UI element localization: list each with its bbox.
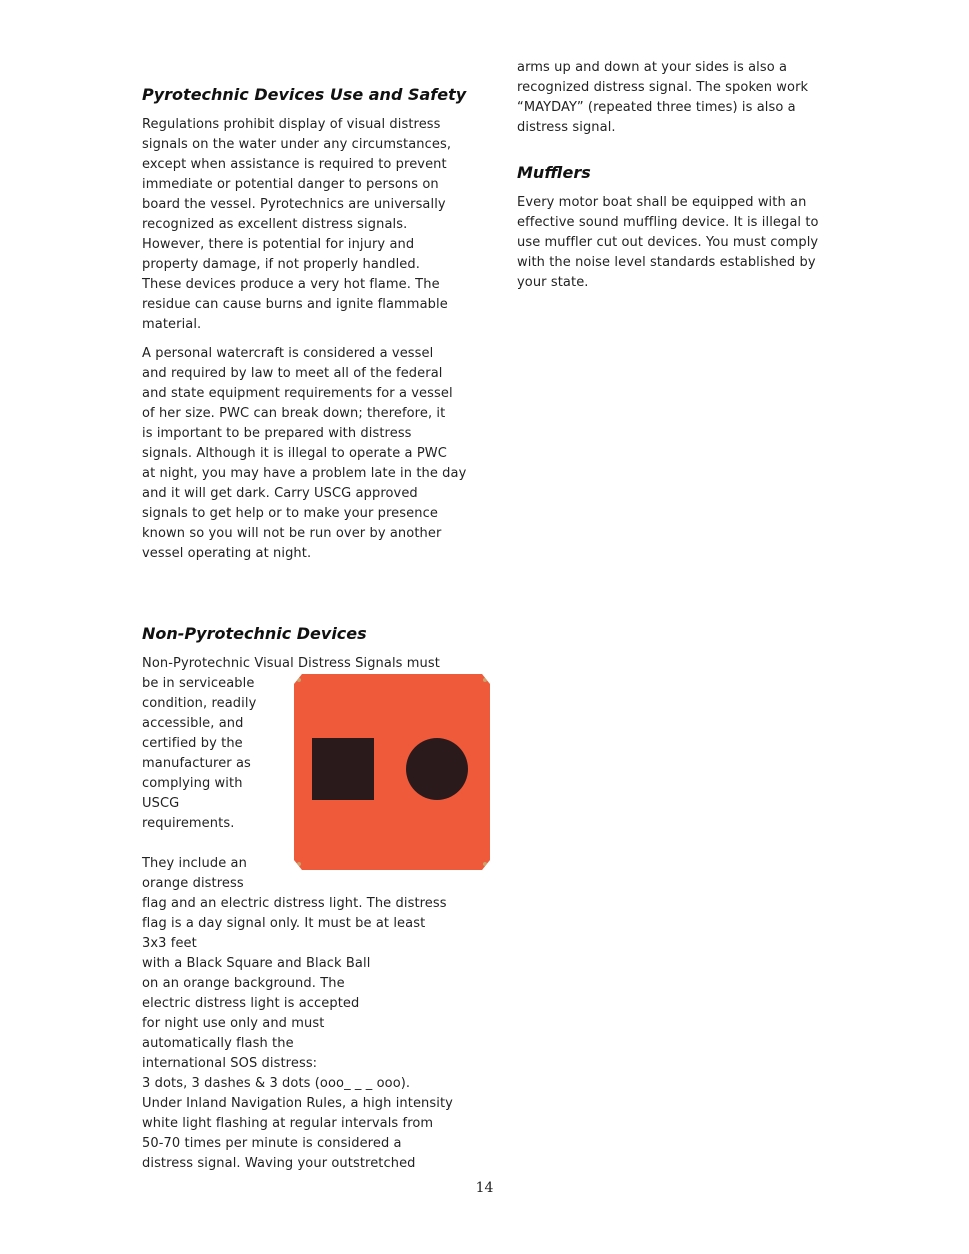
text-line: on an orange background. The — [142, 976, 345, 991]
text-line: vessel operating at night. — [142, 546, 312, 561]
text-line: flag is a day signal only. It must be at least — [142, 916, 426, 931]
text-line: signals on the water under any circumstances, — [142, 137, 452, 152]
text-line: residue can cause burns and ignite flammable — [142, 297, 448, 312]
text-line: recognized as excellent distress signals. — [142, 217, 408, 232]
text-line: Non-Pyrotechnic Visual Distress Signals must — [142, 656, 440, 671]
pyro-paragraph-2 — [142, 344, 467, 564]
text-line: certified by the — [142, 736, 243, 751]
text-line: at night, you may have a problem late in the day — [142, 466, 467, 481]
flag-figure — [142, 654, 467, 1174]
text-line: complying with — [142, 776, 243, 791]
text-line: 3x3 feet — [142, 936, 197, 951]
text-line: distress signal. Waving your outstretched — [142, 1156, 416, 1171]
text-line: is important to be prepared with distress — [142, 426, 412, 441]
text-line: with the noise level standards established by — [517, 255, 816, 270]
text-line: and required by law to meet all of the federal — [142, 366, 443, 381]
page-number: 14 — [475, 1180, 494, 1196]
text-line: material. — [142, 317, 202, 332]
text-line: recognized distress signal. The spoken work — [517, 80, 809, 95]
text-line: automatically flash the — [142, 1036, 294, 1051]
text-line: except when assistance is required to prevent — [142, 157, 447, 172]
text-line: of her size. PWC can break down; therefore, it — [142, 406, 446, 421]
text-line: your state. — [517, 275, 589, 290]
text-line: and it will get dark. Carry USCG approved — [142, 486, 418, 501]
text-line: be in serviceable — [142, 676, 255, 691]
text-line: effective sound muffling device. It is illegal to — [517, 215, 819, 230]
distress-flag-image — [294, 674, 490, 870]
text-line: These devices produce a very hot flame. The — [142, 277, 440, 292]
text-line: 50-70 times per minute is considered a — [142, 1136, 402, 1151]
text-line: However, there is potential for injury and — [142, 237, 415, 252]
text-line: property damage, if not properly handled. — [142, 257, 420, 272]
text-line: “MAYDAY” (repeated three times) is also a — [517, 100, 796, 115]
text-line: international SOS distress: — [142, 1056, 318, 1071]
text-line: known so you will not be run over by another — [142, 526, 442, 541]
text-line: USCG — [142, 796, 180, 811]
text-line: and state equipment requirements for a vessel — [142, 386, 453, 401]
text-line: 3 dots, 3 dashes & 3 dots (ooo_ _ _ ooo). — [142, 1076, 411, 1091]
left-column — [142, 84, 467, 1183]
text-line: Under Inland Navigation Rules, a high intensity — [142, 1096, 453, 1111]
text-line: They include an — [142, 856, 247, 871]
text-line: for night use only and must — [142, 1016, 325, 1031]
text-line: arms up and down at your sides is also a — [517, 60, 788, 75]
text-line: electric distress light is accepted — [142, 996, 360, 1011]
mufflers-paragraph — [517, 193, 837, 293]
text-line: requirements. — [142, 816, 235, 831]
black-square — [312, 738, 374, 800]
text-line: manufacturer as — [142, 756, 251, 771]
text-line: flag and an electric distress light. The distress — [142, 896, 447, 911]
text-line: Regulations prohibit display of visual distress — [142, 117, 441, 132]
text-line: use muffler cut out devices. You must comply — [517, 235, 819, 250]
text-line: condition, readily — [142, 696, 257, 711]
text-line: orange distress — [142, 876, 244, 891]
text-line: signals. Although it is illegal to operate a PWC — [142, 446, 447, 461]
grommet — [483, 862, 487, 866]
text-line: with a Black Square and Black Ball — [142, 956, 371, 971]
text-line: A personal watercraft is considered a vessel — [142, 346, 434, 361]
mufflers-heading: Mufflers — [517, 163, 591, 182]
distress-continuation — [517, 58, 837, 138]
text-line: immediate or potential danger to persons on — [142, 177, 439, 192]
text-line: Every motor boat shall be equipped with an — [517, 195, 807, 210]
text-line: distress signal. — [517, 120, 616, 135]
right-column — [517, 58, 837, 302]
text-line: accessible, and — [142, 716, 244, 731]
pyro-paragraph-1 — [142, 115, 467, 335]
black-ball — [406, 738, 468, 800]
grommet — [483, 678, 487, 682]
text-line: board the vessel. Pyrotechnics are universally — [142, 197, 446, 212]
nonpyro-paragraph-2 — [142, 854, 467, 1174]
pyro-heading: Pyrotechnic Devices Use and Safety — [142, 85, 467, 104]
text-line: white light flashing at regular intervals from — [142, 1116, 434, 1131]
text-line: signals to get help or to make your presence — [142, 506, 438, 521]
nonpyro-heading: Non-Pyrotechnic Devices — [142, 624, 367, 643]
